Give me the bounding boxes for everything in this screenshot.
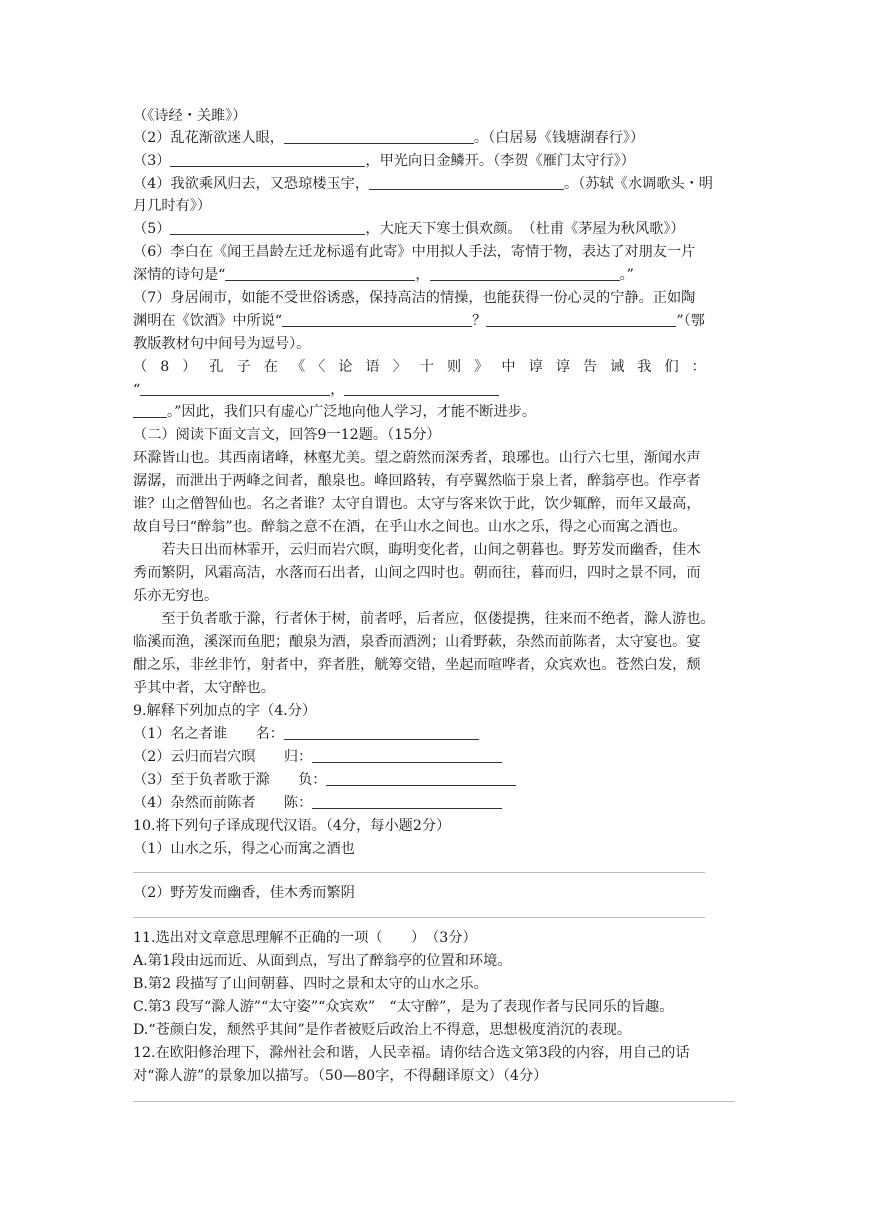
- question-7-note: 教版教材句中间号为逗号）。: [133, 336, 311, 352]
- q9-item-label: （1）名之者谁 名：: [133, 726, 284, 742]
- answer-line[interactable]: [133, 872, 705, 873]
- section-2-heading: （二）阅读下面文言文，回答9一12题。（15分）: [133, 427, 441, 443]
- question-9-item: [133, 769, 516, 791]
- q9-item-label: （3）至于负者歌于滁 负：: [133, 772, 327, 788]
- passage-line: 故自号曰“醉翁”也。醉翁之意不在酒，在乎山水之间也。山水之乐，得之心而寓之酒也。: [133, 519, 687, 535]
- question-4-cont: 月几时有》）: [133, 198, 212, 214]
- question-10-sentence-2: （2）野芳发而幽香，佳木秀而繁阴: [133, 885, 355, 901]
- question-10-title: 10.将下列句子译成现代汉语。（4分，每小题2分）: [133, 818, 451, 834]
- question-6: （6）李白在《闻王昌龄左迁龙标遥有此寄》中用拟人手法，寄情于物，表达了对朋友一片: [133, 244, 696, 260]
- answer-blank[interactable]: [133, 403, 167, 418]
- answer-blank[interactable]: [344, 381, 499, 396]
- answer-blank[interactable]: [284, 129, 474, 144]
- option-b: B.第2 段描写了山间朝暮、四时之景和太守的山水之乐。: [133, 976, 488, 992]
- question-4: [133, 173, 713, 195]
- q5-prefix: （5）: [133, 221, 171, 237]
- passage-line: 至于负者歌于滁，行者休于树，前者呼，后者应，伛偻提携，往来而不绝者，滁人游也。: [133, 611, 715, 627]
- question-9-title: 9.解释下列加点的字（4.分）: [133, 703, 317, 719]
- answer-blank[interactable]: [369, 175, 564, 190]
- q9-item-label: （2）云归而岩穴暝 归：: [133, 749, 313, 765]
- q7-mid: ？: [472, 313, 487, 329]
- question-10-sentence-1: （1）山水之乐，得之心而寓之酒也: [133, 841, 355, 857]
- q2-suffix: 。（白居易《钱塘湖春行》）: [473, 130, 645, 146]
- passage-line: 谁？山之僧智仙也。名之者谁？太守自谓也。太守与客来饮于此，饮少辄醉，而年又最高，: [133, 496, 701, 512]
- question-8: （8）孔子在《〈论语〉十则》中谆谆告诫我们：: [133, 359, 719, 375]
- question-8-tail: [133, 401, 536, 423]
- answer-blank[interactable]: [225, 266, 415, 281]
- passage-line: 乐亦无穷也。: [133, 588, 219, 604]
- question-2: [133, 127, 644, 149]
- question-11-title: 11.选出对文章意思理解不正确的一项（ ） （3分）: [133, 930, 477, 946]
- answer-blank[interactable]: [170, 220, 365, 235]
- passage-line: 临溪而渔，溪深而鱼肥；酿泉为酒，泉香而酒洌；山肴野蔌，杂然而前陈者，太守宴也。宴: [133, 634, 701, 650]
- q8-tail-text: 。”因此，我们只有虚心广泛地向他人学习，才能不断进步。: [167, 404, 537, 420]
- answer-blank[interactable]: [312, 748, 502, 763]
- answer-line[interactable]: [133, 917, 705, 918]
- answer-blank[interactable]: [430, 266, 620, 281]
- question-5: [133, 218, 685, 240]
- q7-suffix: ”（鄂: [676, 313, 705, 329]
- answer-blank[interactable]: [486, 312, 676, 327]
- answer-blank[interactable]: [326, 771, 516, 786]
- question-12: 12.在欧阳修治理下，滁州社会和谐，人民幸福。请你结合选文第3段的内容，用自己的话: [133, 1045, 690, 1061]
- q1-source: （《诗经・关雎》）: [133, 108, 247, 124]
- option-c: C.第3 段写“滁人游”“太守姿”“众宾欢” “太守醉”，是为了表现作者与民同乐的旨趣。: [133, 999, 674, 1015]
- q6-mid: ，: [415, 267, 430, 283]
- option-d: D.“苍颜白发，颓然乎其间”是作者被贬后政治上不得意，思想极度消沉的表现。: [133, 1022, 632, 1038]
- q3-prefix: （3）: [133, 153, 171, 169]
- answer-blank[interactable]: [140, 381, 330, 396]
- passage-line: 乎其中者，太守醉也。: [133, 680, 275, 696]
- question-7-cont: [133, 310, 705, 332]
- question-8-cont: [133, 379, 499, 401]
- q2-prefix: （2）乱花渐欲迷人眼，: [133, 130, 284, 146]
- q9-item-label: （4）杂然而前陈者 陈：: [133, 795, 313, 811]
- question-9-item: [133, 792, 502, 814]
- q4-suffix: 。（苏轼《水调歌头・明: [564, 176, 713, 192]
- question-6-cont: [133, 264, 634, 286]
- passage-line: 酣之乐，非丝非竹，射者中，弈者胜，觥筹交错，坐起而喧哗者，众宾欢也。苍然白发，颓: [133, 657, 701, 673]
- q7-prefix: 渊明在《饮酒》中所说“: [133, 313, 283, 329]
- q5-suffix: ，大庇天下寒士俱欢颜。 （杜甫《茅屋为秋风歌》）: [365, 221, 685, 237]
- passage-line: 若夫日出而林霏开，云归而岩穴暝，晦明变化者，山间之朝暮也。野芳发而幽香，佳木: [133, 542, 701, 558]
- answer-line[interactable]: [133, 1101, 735, 1102]
- question-7: （7）身居闹市，如能不受世俗诱惑，保持高洁的情操，也能获得一份心灵的宁静。正如陶: [133, 290, 696, 306]
- answer-blank[interactable]: [282, 312, 472, 327]
- answer-blank[interactable]: [284, 725, 479, 740]
- question-9-item: [133, 723, 479, 745]
- question-12-cont: 对“滁人游”的景象加以描写。（50—80字，不得翻译原文）（4分）: [133, 1068, 548, 1084]
- q8-open-quote: “: [133, 382, 141, 398]
- q3-suffix: ，甲光向日金鳞开。（李贺《雁门太守行》）: [365, 153, 635, 169]
- q6-prefix: 深情的诗句是“: [133, 267, 226, 283]
- passage-line: 潺潺，而泄出于两峰之间者，酿泉也。峰回路转，有亭翼然临于泉上者，醉翁亭也。作亭者: [133, 473, 701, 489]
- passage-line: 环滁皆山也。其西南诸峰，林壑尤美。望之蔚然而深秀者，琅琊也。山行六七里，渐闻水声: [133, 450, 701, 466]
- option-a: A.第1段由远而近、从面到点，写出了醉翁亭的位置和环境。: [133, 953, 512, 969]
- question-9-item: [133, 746, 502, 768]
- passage-line: 秀而繁阴，风霜高洁，水落而石出者，山间之四时也。朝而往，暮而归，四时之景不同，而: [133, 565, 701, 581]
- q4-prefix: （4）我欲乘风归去，又恐琼楼玉宇，: [133, 176, 370, 192]
- answer-blank[interactable]: [170, 152, 365, 167]
- q6-suffix: 。”: [619, 267, 634, 283]
- question-3: [133, 150, 635, 172]
- q8-mid: ，: [330, 382, 345, 398]
- answer-blank[interactable]: [312, 794, 502, 809]
